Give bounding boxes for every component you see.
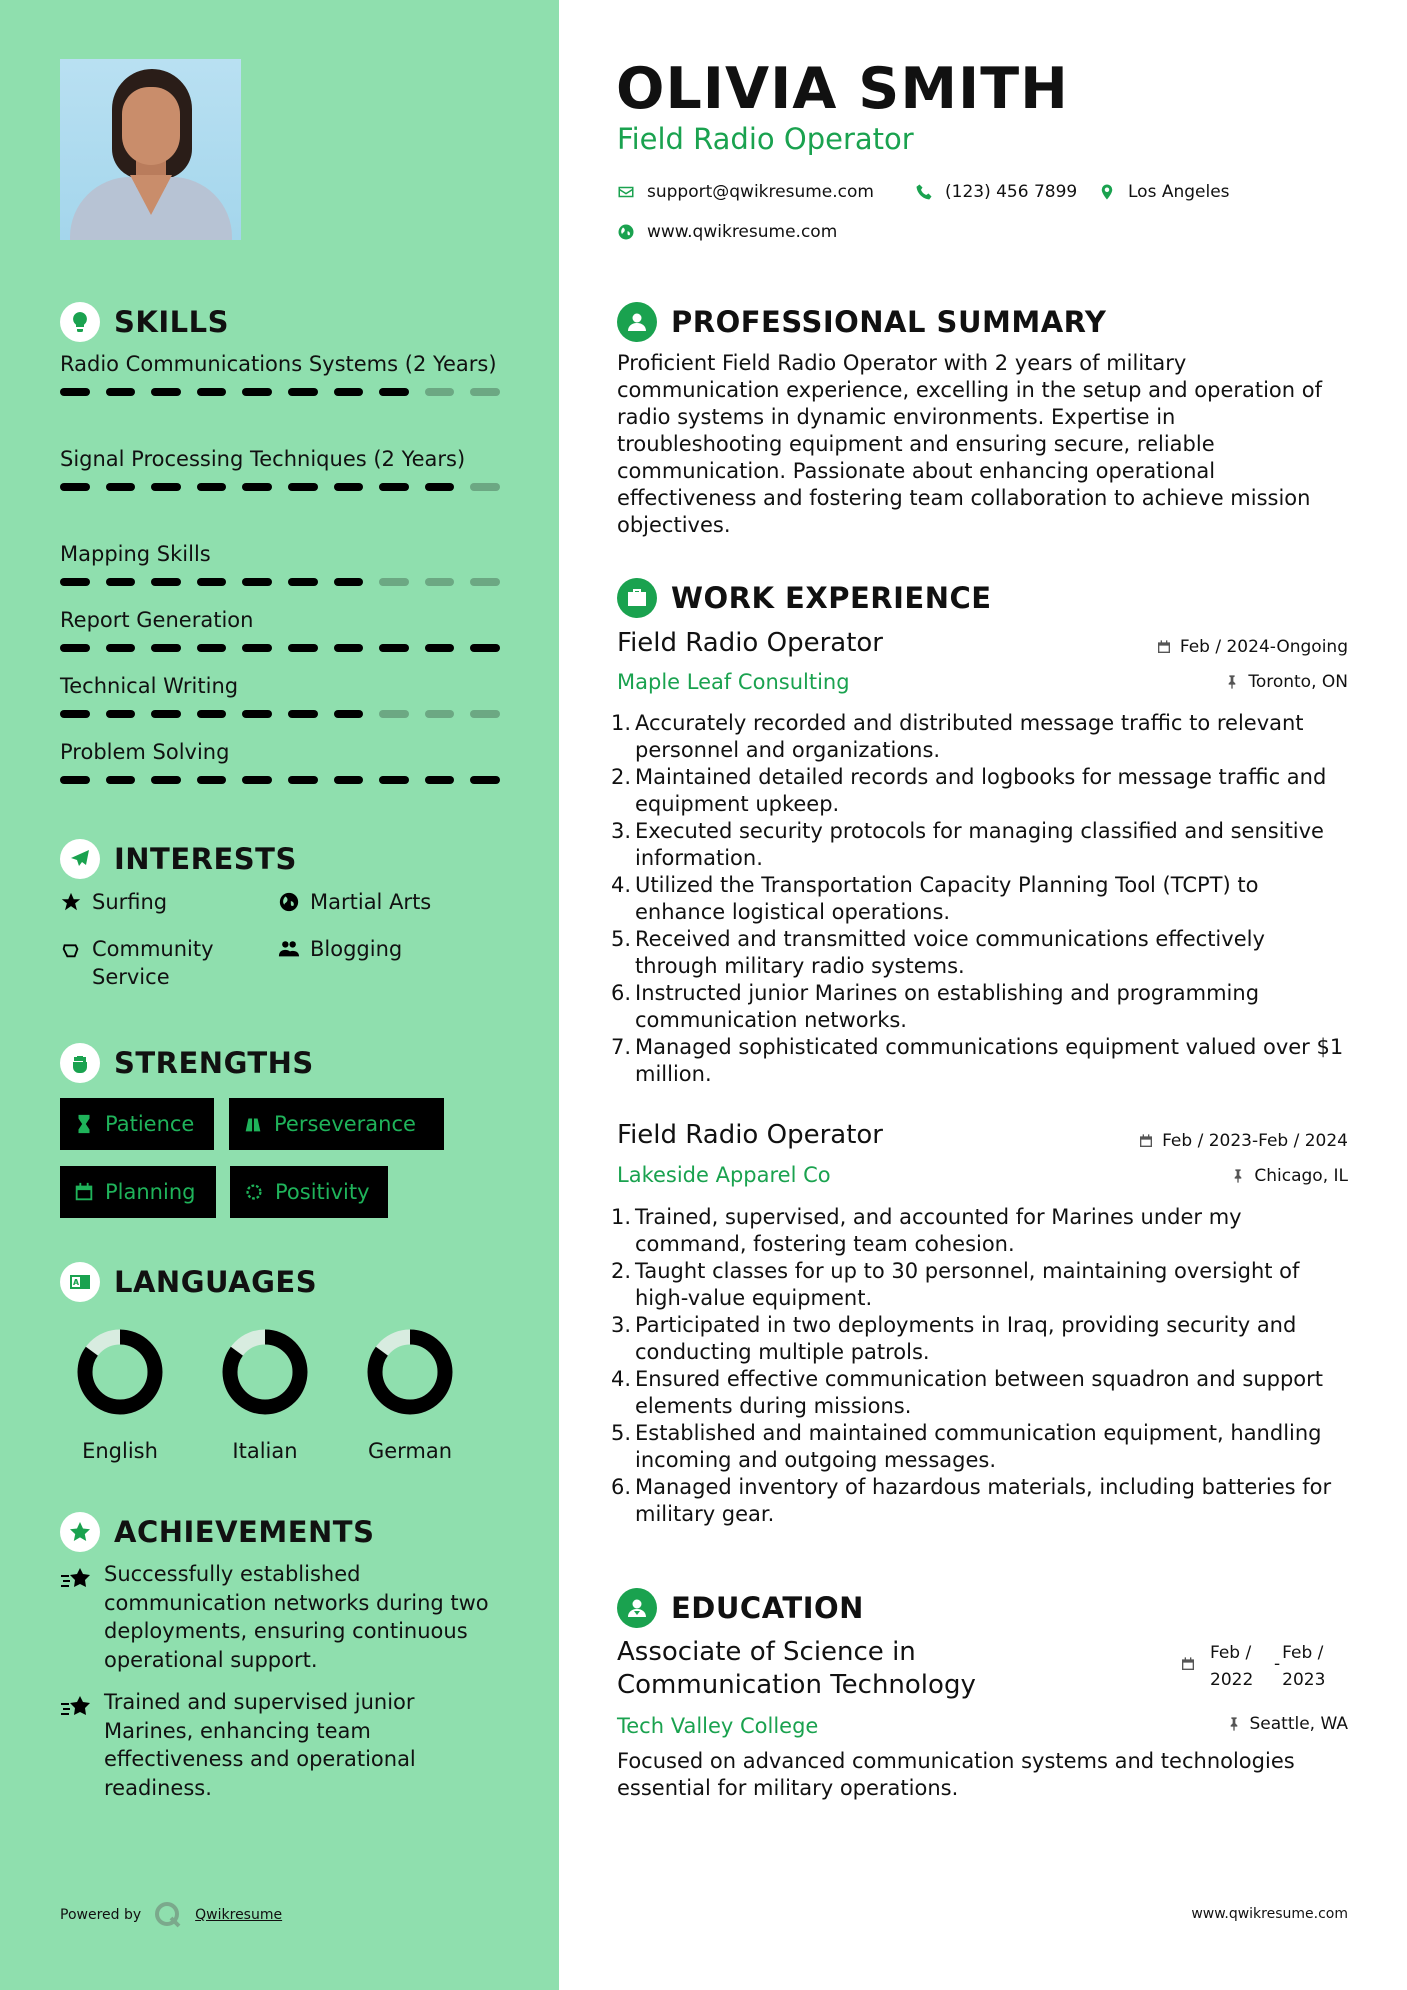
skill-level-dash bbox=[106, 710, 136, 718]
skill-level-dash bbox=[379, 578, 409, 586]
strengths-heading bbox=[60, 1043, 314, 1083]
skill-level-dash bbox=[242, 710, 272, 718]
location-contact: Los Angeles bbox=[1098, 182, 1230, 202]
skill-level-dash bbox=[151, 710, 181, 718]
skill-item bbox=[60, 350, 500, 396]
job-location: Chicago, IL bbox=[1230, 1166, 1348, 1186]
duty-item: 2. Maintained detailed records and logbooks for message traffic and equipment upkeep. bbox=[610, 765, 1327, 816]
skill-level-dash bbox=[334, 388, 364, 396]
skill-level-dash bbox=[425, 710, 455, 718]
skill-level-bar bbox=[60, 578, 500, 586]
interest-item bbox=[278, 935, 402, 963]
skill-level-dash bbox=[197, 388, 227, 396]
skill-level-dash bbox=[151, 388, 181, 396]
job-title: Field Radio Operator bbox=[617, 1120, 883, 1150]
skill-level-dash bbox=[379, 388, 409, 396]
duty-item: 3. Executed security protocols for managing classified and sensitive information. bbox=[610, 819, 1324, 870]
interest-item bbox=[60, 935, 250, 991]
achievement-item bbox=[60, 1688, 490, 1802]
education-heading bbox=[617, 1588, 864, 1628]
job-duties bbox=[609, 1204, 1349, 1528]
skill-item bbox=[60, 672, 500, 718]
skill-level-dash bbox=[334, 710, 364, 718]
skill-level-dash bbox=[379, 776, 409, 784]
summary-heading bbox=[617, 302, 1106, 342]
school-name: Tech Valley College bbox=[617, 1714, 819, 1738]
powered-by: Powered by Qwikresume bbox=[60, 1900, 282, 1930]
skill-name: Signal Processing Techniques (2 Years) bbox=[60, 447, 466, 471]
skill-level-dash bbox=[425, 644, 455, 652]
duty-item: 4. Ensured effective communication between squadron and support elements during missions. bbox=[610, 1367, 1324, 1418]
duty-item: 1. Accurately recorded and distributed message traffic to relevant personnel and organizations. bbox=[610, 711, 1304, 762]
qwikresume-logo-icon bbox=[153, 1900, 183, 1930]
sun-icon bbox=[243, 1181, 265, 1203]
interests-title: INTERESTS bbox=[114, 842, 297, 876]
skill-level-dash bbox=[106, 388, 136, 396]
job-dates: Feb / 2024-Ongoing bbox=[1156, 637, 1348, 657]
language-donut bbox=[75, 1327, 165, 1417]
duty-item: 5. Received and transmitted voice communications effectively through military radio systems. bbox=[610, 927, 1265, 978]
language-name: English bbox=[82, 1439, 158, 1463]
summary-text: Proficient Field Radio Operator with 2 years of military communication experience, excelling in the setup and operation of radio systems in dynamic environments. Expertise in troubleshooting equipment and ensuring secure, reliable communication. Passionate about enhancing operational effectiveness and fostering team collaboration to achieve mission objectives. bbox=[617, 351, 1323, 537]
skill-level-dash bbox=[60, 776, 90, 784]
duty-item: 7. Managed sophisticated communications equipment valued over $1 million. bbox=[610, 1035, 1344, 1086]
strengths-title: STRENGTHS bbox=[114, 1046, 314, 1080]
education-dates bbox=[1180, 1640, 1332, 1694]
skill-level-dash bbox=[470, 710, 500, 718]
job-company: Lakeside Apparel Co bbox=[617, 1163, 831, 1187]
job-dates: Feb / 2023-Feb / 2024 bbox=[1138, 1131, 1348, 1151]
skill-level-dash bbox=[151, 644, 181, 652]
skill-name: Technical Writing bbox=[60, 674, 239, 698]
profile-photo bbox=[60, 59, 241, 240]
skill-level-dash bbox=[197, 776, 227, 784]
skill-level-dash bbox=[288, 644, 318, 652]
interest-label: Surfing bbox=[92, 890, 168, 914]
interest-label: Community Service bbox=[92, 937, 214, 989]
language-donut bbox=[220, 1327, 310, 1417]
duty-item: 5. Established and maintained communication equipment, handling incoming and outgoing messages. bbox=[610, 1421, 1322, 1472]
language-item bbox=[205, 1327, 325, 1463]
strength-tag: Planning bbox=[60, 1166, 216, 1218]
skill-level-dash bbox=[379, 483, 409, 491]
skill-level-dash bbox=[151, 578, 181, 586]
skill-level-dash bbox=[288, 710, 318, 718]
duty-item: 4. Utilized the Transportation Capacity Planning Tool (TCPT) to enhance logistical operations. bbox=[610, 873, 1259, 924]
skill-level-bar bbox=[60, 483, 500, 491]
skill-level-dash bbox=[151, 776, 181, 784]
duty-item: 2. Taught classes for up to 30 personnel, maintaining oversight of high-value equipment. bbox=[610, 1259, 1300, 1310]
summary-title: PROFESSIONAL SUMMARY bbox=[671, 305, 1107, 339]
interest-item bbox=[278, 888, 431, 916]
skill-level-dash bbox=[425, 776, 455, 784]
skill-item bbox=[60, 540, 500, 586]
phone-icon bbox=[915, 183, 933, 201]
job-location: Toronto, ON bbox=[1224, 672, 1348, 692]
skill-level-dash bbox=[288, 776, 318, 784]
skill-level-dash bbox=[425, 388, 455, 396]
brand-link[interactable]: Qwikresume bbox=[195, 1907, 283, 1923]
footer-website[interactable]: www.qwikresume.com bbox=[1191, 1906, 1348, 1922]
candidate-name: OLIVIA SMITH bbox=[616, 56, 1069, 122]
strength-tag: Positivity bbox=[230, 1166, 388, 1218]
skill-level-dash bbox=[197, 644, 227, 652]
skill-level-dash bbox=[425, 578, 455, 586]
lightbulb-icon bbox=[60, 302, 100, 342]
shooting-star-icon bbox=[60, 1690, 94, 1724]
binoculars-icon bbox=[242, 1113, 264, 1135]
duty-item: 1. Trained, supervised, and accounted for Marines under my command, fostering team cohesion. bbox=[610, 1205, 1242, 1256]
skill-name: Radio Communications Systems (2 Years) bbox=[60, 352, 497, 376]
skill-level-dash bbox=[470, 578, 500, 586]
education-end: Feb / 2023 bbox=[1282, 1643, 1326, 1690]
skill-level-dash bbox=[242, 388, 272, 396]
skill-level-dash bbox=[242, 644, 272, 652]
skill-level-bar bbox=[60, 776, 500, 784]
skill-level-dash bbox=[106, 578, 136, 586]
skill-level-dash bbox=[242, 776, 272, 784]
skill-level-dash bbox=[106, 776, 136, 784]
skill-level-dash bbox=[379, 644, 409, 652]
skill-level-dash bbox=[334, 483, 364, 491]
sidebar bbox=[0, 0, 559, 1990]
job-duties bbox=[609, 710, 1349, 1088]
interest-label: Martial Arts bbox=[310, 890, 432, 914]
achievements-title: ACHIEVEMENTS bbox=[114, 1515, 375, 1549]
briefcase-icon bbox=[617, 578, 657, 618]
language-name: German bbox=[367, 1439, 453, 1463]
degree-title: Associate of Science in Communication Technology bbox=[617, 1637, 976, 1700]
skill-level-dash bbox=[106, 483, 136, 491]
star-icon bbox=[60, 891, 82, 913]
users-icon bbox=[278, 938, 300, 960]
skill-level-dash bbox=[334, 644, 364, 652]
candidate-title: Field Radio Operator bbox=[617, 122, 914, 156]
duty-item: 3. Participated in two deployments in Iraq, providing security and conducting multiple patrols. bbox=[610, 1313, 1297, 1364]
skill-level-dash bbox=[288, 483, 318, 491]
calendar-icon bbox=[73, 1181, 95, 1203]
skill-level-dash bbox=[334, 578, 364, 586]
email-contact[interactable]: support@qwikresume.com bbox=[617, 182, 874, 202]
phone-contact[interactable]: (123) 456 7899 bbox=[915, 182, 1077, 202]
job-company: Maple Leaf Consulting bbox=[617, 670, 850, 694]
achievement-text: Successfully established communication networks during two deployments, ensuring continuous operational support. bbox=[104, 1562, 489, 1672]
globe-icon bbox=[617, 223, 635, 241]
skill-name: Problem Solving bbox=[60, 740, 230, 764]
skill-level-dash bbox=[379, 710, 409, 718]
skill-name: Mapping Skills bbox=[60, 542, 211, 566]
language-item bbox=[350, 1327, 470, 1463]
skill-level-dash bbox=[60, 710, 90, 718]
skill-level-dash bbox=[197, 578, 227, 586]
user-icon bbox=[617, 302, 657, 342]
language-donut bbox=[365, 1327, 455, 1417]
graduate-icon bbox=[617, 1588, 657, 1628]
education-dash: - bbox=[1274, 1654, 1281, 1674]
interests-heading bbox=[60, 839, 297, 879]
education-description: Focused on advanced communication systems and technologies essential for military operations. bbox=[617, 1749, 1295, 1800]
skill-level-dash bbox=[197, 710, 227, 718]
skill-level-dash bbox=[60, 644, 90, 652]
interest-label: Blogging bbox=[310, 937, 403, 961]
skill-level-dash bbox=[151, 483, 181, 491]
languages-title: LANGUAGES bbox=[114, 1265, 318, 1299]
achievement-item bbox=[60, 1560, 490, 1674]
skill-level-dash bbox=[288, 578, 318, 586]
pushpin-icon bbox=[1226, 1716, 1242, 1732]
education-title: EDUCATION bbox=[671, 1591, 864, 1625]
website-contact[interactable]: www.qwikresume.com bbox=[617, 222, 837, 242]
fist-icon bbox=[60, 1043, 100, 1083]
skill-level-dash bbox=[288, 388, 318, 396]
calendar-icon bbox=[1156, 639, 1172, 655]
interest-item bbox=[60, 888, 167, 916]
paper-plane-icon bbox=[60, 839, 100, 879]
skill-name: Report Generation bbox=[60, 608, 254, 632]
skill-level-dash bbox=[60, 483, 90, 491]
envelope-icon bbox=[617, 183, 635, 201]
skill-level-dash bbox=[197, 483, 227, 491]
hourglass-icon bbox=[73, 1113, 95, 1135]
hand-icon bbox=[60, 938, 82, 960]
skills-heading bbox=[60, 302, 229, 342]
globe-icon bbox=[278, 891, 300, 913]
achievement-text: Trained and supervised junior Marines, enhancing team effectiveness and operational readiness. bbox=[104, 1690, 416, 1800]
translate-icon bbox=[60, 1262, 100, 1302]
calendar-icon bbox=[1138, 1133, 1154, 1149]
education-start: Feb / 2022 bbox=[1210, 1643, 1254, 1690]
skill-level-dash bbox=[470, 388, 500, 396]
skills-title: SKILLS bbox=[114, 305, 229, 339]
language-item bbox=[60, 1327, 180, 1463]
skill-level-bar bbox=[60, 710, 500, 718]
calendar-icon bbox=[1180, 1656, 1196, 1672]
job-title: Field Radio Operator bbox=[617, 628, 883, 658]
skill-level-dash bbox=[470, 776, 500, 784]
skill-level-bar bbox=[60, 388, 500, 396]
duty-item: 6. Instructed junior Marines on establishing and programming communication networks. bbox=[610, 981, 1260, 1032]
language-name: Italian bbox=[232, 1439, 298, 1463]
experience-title: WORK EXPERIENCE bbox=[671, 581, 992, 615]
map-pin-icon bbox=[1098, 183, 1116, 201]
skill-level-dash bbox=[60, 388, 90, 396]
duty-item: 6. Managed inventory of hazardous materials, including batteries for military gear. bbox=[610, 1475, 1332, 1526]
achievements-heading bbox=[60, 1512, 374, 1552]
skill-level-dash bbox=[470, 483, 500, 491]
skill-level-dash bbox=[334, 776, 364, 784]
skill-level-dash bbox=[106, 644, 136, 652]
languages-heading bbox=[60, 1262, 317, 1302]
strength-tag: Patience bbox=[60, 1098, 214, 1150]
education-location: Seattle, WA bbox=[1226, 1714, 1349, 1734]
skill-level-dash bbox=[60, 578, 90, 586]
award-icon bbox=[60, 1512, 100, 1552]
skill-item bbox=[60, 738, 500, 784]
shooting-star-icon bbox=[60, 1562, 94, 1596]
strength-tag: Perseverance bbox=[229, 1098, 444, 1150]
skill-item bbox=[60, 606, 500, 652]
pushpin-icon bbox=[1224, 674, 1240, 690]
skill-level-dash bbox=[242, 483, 272, 491]
skill-level-bar bbox=[60, 644, 500, 652]
skill-level-dash bbox=[425, 483, 455, 491]
skill-item bbox=[60, 445, 500, 491]
experience-heading bbox=[617, 578, 992, 618]
skill-level-dash bbox=[242, 578, 272, 586]
pushpin-icon bbox=[1230, 1168, 1246, 1184]
skill-level-dash bbox=[470, 644, 500, 652]
